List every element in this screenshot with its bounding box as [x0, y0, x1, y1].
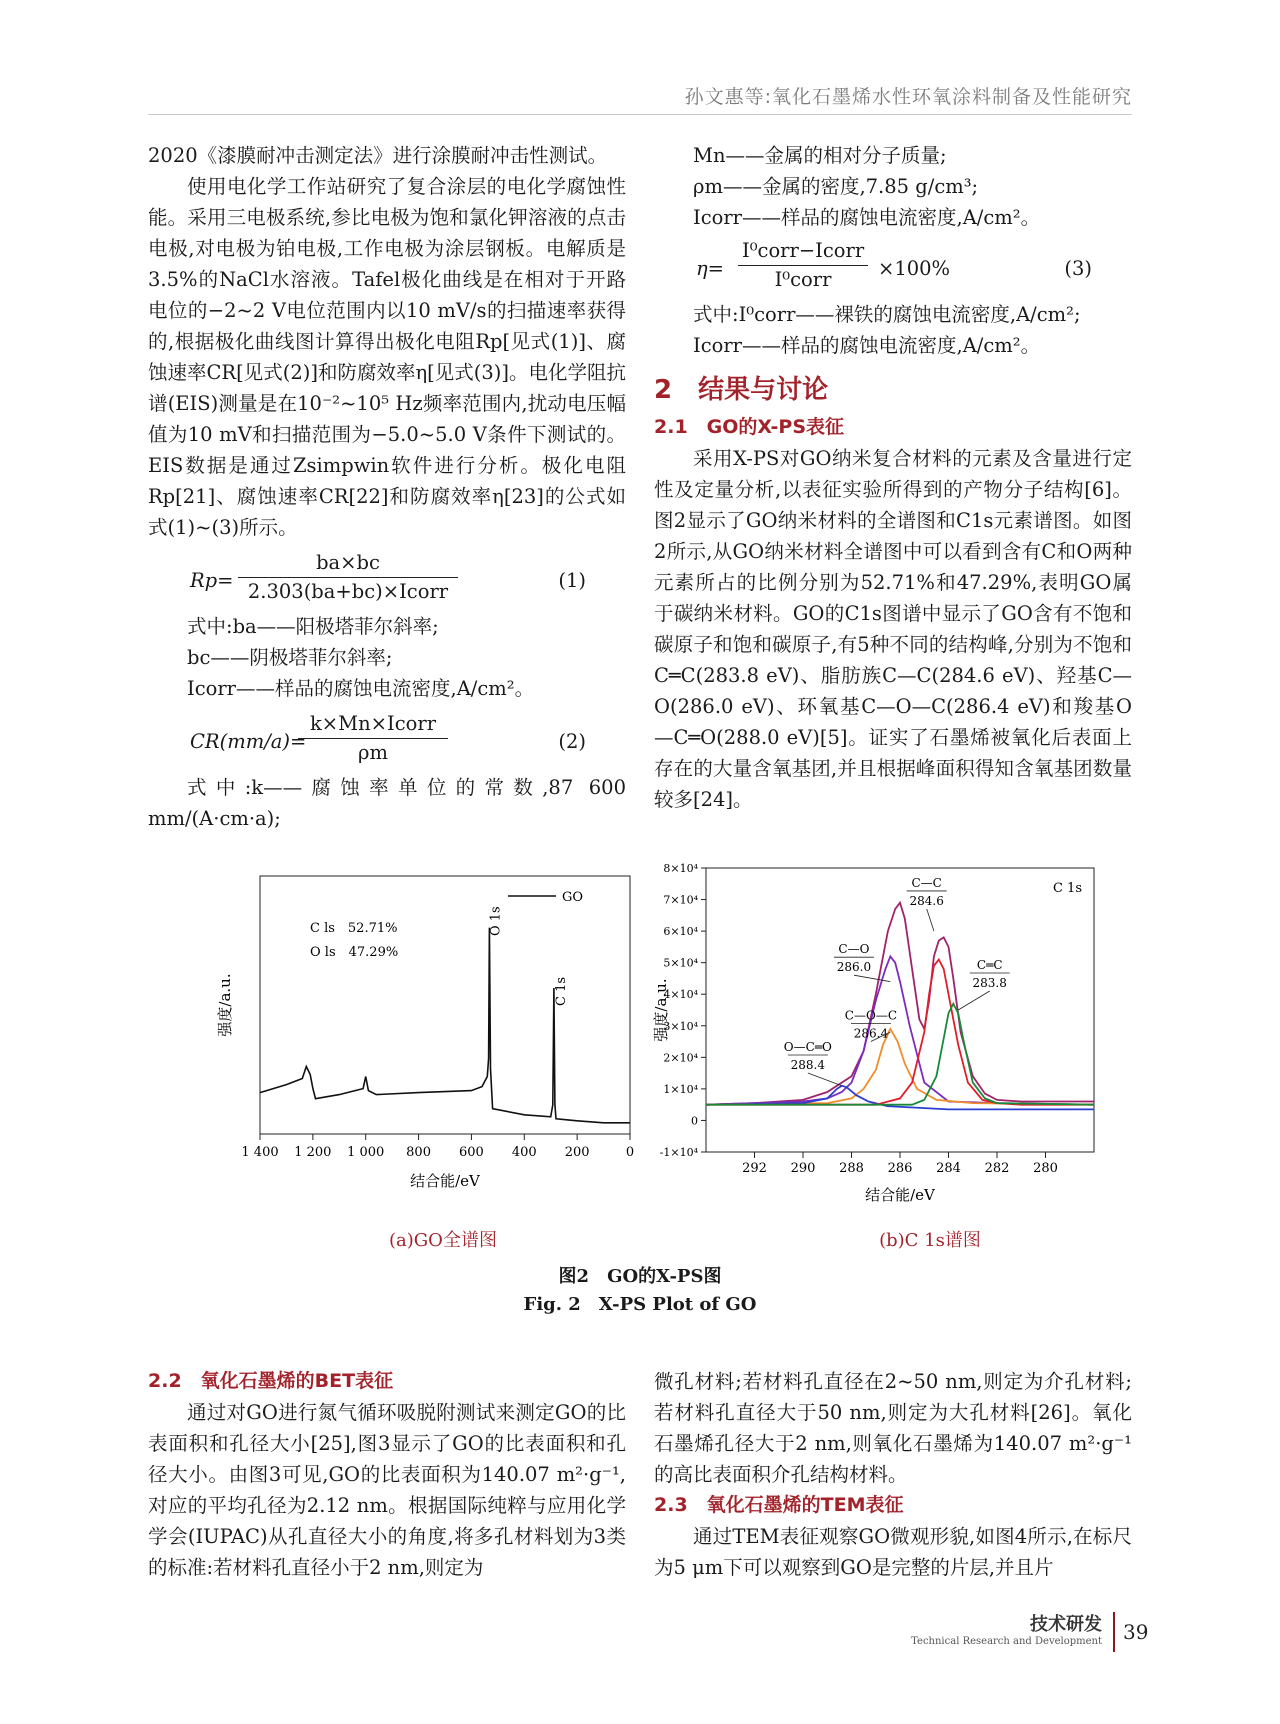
- peak-label: C—O—C: [844, 1008, 898, 1023]
- x-tick-label: 1 400: [241, 1145, 279, 1160]
- peak-position-label: 288.4: [790, 1058, 826, 1073]
- annotation-c1s-peak: C 1s: [553, 976, 569, 1006]
- definition: Icorr——样品的腐蚀电流密度,A/cm²。: [187, 677, 535, 700]
- equation-2: [148, 710, 626, 772]
- y-tick-label: -1×10⁴: [659, 1146, 698, 1159]
- series-line-6: [706, 1004, 1094, 1105]
- eq-denominator: ρm: [358, 741, 388, 764]
- eq-lhs: Rp=: [190, 569, 234, 592]
- subsection-heading: 2.2 氧化石墨烯的BET表征: [148, 1370, 394, 1392]
- x-axis-label: 结合能/eV: [410, 1172, 480, 1190]
- figure-caption-b: (b)C 1s谱图: [879, 1230, 981, 1251]
- legend-label: GO: [562, 890, 584, 905]
- page-number: 39: [1113, 1612, 1148, 1652]
- eq-denominator: 2.303(ba+bc)×Icorr: [247, 580, 449, 603]
- eq-fraction: [738, 237, 868, 294]
- right-column: [654, 140, 1132, 815]
- peak-pointer: [808, 1073, 842, 1086]
- definition: 式中:ba——阳极塔菲尔斜率;: [187, 615, 439, 638]
- peak-label: O—C═O: [783, 1040, 832, 1055]
- definition: Mn——金属的相对分子质量;: [693, 144, 947, 167]
- x-tick-label: 292: [742, 1161, 767, 1176]
- x-tick-label: 286: [887, 1161, 913, 1176]
- x-tick-label: 600: [459, 1145, 484, 1160]
- paragraph: 使用电化学工作站研究了复合涂层的电化学腐蚀性能。采用三电极系统,参比电极为饱和氯化钾溶液的点击电极,对电极为铂电极,工作电极为涂层钢板。电解质是3.5%的NaCl水溶液。Tafel极化曲线是在相对于开路电位的−2~2 V电位范围内以10 mV/s的扫描速率获得的,根据极化曲线图计算得出极化电阻Rp[见式(1)]、腐蚀速率CR[见式(2)]和防腐效率η[见式(3)]。电化学阻抗谱(EIS)测量是在10⁻²~10⁵ Hz频率范围内,扰动电压幅值为10 mV和扫描范围为−5.0~5.0 V条件下测试的。EIS数据是通过Zsimpwin软件进行分析。极化电阻Rp[21]、腐蚀速率CR[22]和防腐效率η[23]的公式如式(1)~(3)所示。: [148, 175, 626, 539]
- y-tick-label: 1×10⁴: [663, 1082, 698, 1096]
- header-rule: [148, 114, 1132, 115]
- peak-pointer: [927, 909, 934, 931]
- definition: 式中:I⁰corr——裸铁的腐蚀电流密度,A/cm²;: [693, 303, 1081, 326]
- eq-denominator: I⁰corr: [774, 268, 832, 291]
- y-tick-label: 6×10⁴: [663, 925, 698, 939]
- series-line-3: [706, 1029, 1094, 1105]
- y-tick-label: 2×10⁴: [663, 1051, 698, 1065]
- series-line-2: [706, 956, 1094, 1104]
- x-tick-label: 800: [406, 1145, 431, 1160]
- x-axis-label: 结合能/eV: [865, 1186, 935, 1204]
- subsection-heading: 2.1 GO的X-PS表征: [654, 416, 845, 438]
- y-tick-label: 4×10⁴: [663, 988, 698, 1002]
- eq-numerator: k×Mn×Icorr: [298, 710, 448, 739]
- eq-numerator: ba×bc: [238, 549, 458, 578]
- peak-label: C—O: [838, 942, 870, 957]
- x-tick-label: 282: [984, 1161, 1010, 1176]
- y-axis-label: 强度/a.u.: [216, 973, 234, 1037]
- eq-number: (3): [1064, 257, 1092, 280]
- x-tick-label: 288: [839, 1161, 864, 1176]
- series-line-1: [706, 903, 1094, 1105]
- peak-position-label: 286.0: [836, 960, 872, 975]
- paragraph: 2020《漆膜耐冲击测定法》进行涂膜耐冲击性测试。: [148, 144, 608, 167]
- y-tick-label: 8×10⁴: [663, 862, 698, 875]
- peak-position-label: 284.6: [909, 893, 944, 908]
- y-tick-label: 0: [691, 1114, 698, 1128]
- annotation-o1s-peak: O 1s: [488, 906, 504, 936]
- subsection-heading: 2.3 氧化石墨烯的TEM表征: [654, 1494, 904, 1516]
- x-tick-label: 0: [625, 1145, 635, 1160]
- y-tick-label: 3×10⁴: [663, 1019, 698, 1033]
- eq-lhs: η=: [696, 257, 725, 280]
- chart-c1s-spectrum: [648, 862, 1108, 1222]
- annotation-o1s-percent: O ls 47.29%: [310, 945, 399, 960]
- definition: Icorr——样品的腐蚀电流密度,A/cm²。: [693, 206, 1041, 229]
- chart-survey-spectrum: [210, 862, 640, 1222]
- definition: bc——阴极塔菲尔斜率;: [187, 646, 393, 669]
- footer-section-cn: 技术研发: [1030, 1614, 1102, 1635]
- eq-number: (2): [558, 730, 586, 753]
- y-tick-label: 5×10⁴: [663, 956, 698, 970]
- definition: Icorr——样品的腐蚀电流密度,A/cm²。: [693, 334, 1041, 357]
- equation-3: [654, 237, 1132, 299]
- y-tick-label: 7×10⁴: [663, 893, 698, 907]
- plot-frame: [260, 876, 630, 1134]
- peak-pointer: [958, 991, 990, 1010]
- section-heading: 2 结果与讨论: [654, 375, 829, 405]
- chart-title: C 1s: [1052, 881, 1082, 896]
- definition: ρm——金属的密度,7.85 g/cm³;: [693, 175, 979, 198]
- eq-lhs: CR(mm/a)=: [190, 730, 307, 753]
- paragraph: 通过TEM表征观察GO微观形貌,如图4所示,在标尺为5 μm下可以观察到GO是完整的片层,并且片: [654, 1525, 1132, 1579]
- definition: 式中:k——腐蚀率单位的常数,87 600 mm/(A·cm·a);: [148, 776, 626, 830]
- left-column: [148, 140, 626, 834]
- bottom-right-column: [654, 1366, 1132, 1583]
- x-tick-label: 280: [1033, 1161, 1058, 1176]
- peak-pointer: [854, 975, 890, 981]
- peak-position-label: 283.8: [972, 975, 1007, 990]
- eq-fraction: [238, 549, 458, 606]
- figure-title-cn: 图2 GO的X-PS图: [558, 1266, 722, 1287]
- eq-fraction: [298, 710, 448, 767]
- eq-tail: ×100%: [878, 257, 951, 280]
- figure-title-en: Fig. 2 X-PS Plot of GO: [523, 1294, 757, 1315]
- x-tick-label: 200: [564, 1145, 590, 1160]
- paragraph: 通过对GO进行氮气循环吸脱附测试来测定GO的比表面积和孔径大小[25],图3显示了GO的比表面积和孔径大小。由图3可见,GO的比表面积为140.07 m²·g⁻¹,对应的平均孔径为2.12 nm。根据国际纯粹与应用化学学会(IUPAC)从孔直径大小的角度,将多孔材料划为3类的标准:若材料孔直径小于2 nm,则定为: [148, 1401, 626, 1579]
- figure-caption-a: (a)GO全谱图: [389, 1230, 497, 1251]
- bottom-left-column: [148, 1366, 626, 1583]
- peak-position-label: 286.4: [853, 1026, 889, 1041]
- peak-label: C═C: [976, 957, 1003, 972]
- x-tick-label: 1 200: [294, 1145, 332, 1160]
- x-tick-label: 290: [790, 1161, 816, 1176]
- eq-numerator: I⁰corr−Icorr: [738, 237, 868, 266]
- peak-label: C—C: [911, 875, 942, 890]
- paragraph: 微孔材料;若材料孔直径在2~50 nm,则定为介孔材料;若材料孔直径大于50 nm,则定为大孔材料[26]。氧化石墨烯孔径大于2 nm,则氧化石墨烯为140.07 m²·g⁻¹的高比表面积介孔结构材料。: [654, 1370, 1132, 1486]
- footer-section-en: Technical Research and Development: [911, 1636, 1102, 1647]
- annotation-c1s-percent: C ls 52.71%: [310, 921, 398, 936]
- paragraph: 采用X-PS对GO纳米复合材料的元素及含量进行定性及定量分析,以表征实验所得到的产物分子结构[6]。图2显示了GO纳米材料的全谱图和C1s元素谱图。如图2所示,从GO纳米材料全谱图中可以看到含有C和O两种元素所占的比例分别为52.71%和47.29%,表明GO属于碳纳米材料。GO的C1s图谱中显示了GO含有不饱和碳原子和饱和碳原子,有5种不同的结构峰,分别为不饱和C═C(283.8 eV)、脂肪族C—C(284.6 eV)、羟基C—O(286.0 eV)、环氧基C—O—C(286.4 eV)和羧基O—C═O(288.0 eV)[5]。证实了石墨烯被氧化后表面上存在的大量含氧基团,并且根据峰面积得知含氧基团数量较多[24]。: [654, 447, 1132, 811]
- x-tick-label: 400: [511, 1145, 537, 1160]
- y-axis-label: 强度/a.u.: [652, 978, 670, 1042]
- footer-section: [911, 1610, 1102, 1647]
- x-tick-label: 284: [936, 1161, 961, 1176]
- x-tick-label: 1 000: [347, 1145, 385, 1160]
- equation-1: [148, 549, 626, 611]
- eq-number: (1): [558, 569, 586, 592]
- running-header: 孙文惠等:氧化石墨烯水性环氧涂料制备及性能研究: [684, 86, 1132, 108]
